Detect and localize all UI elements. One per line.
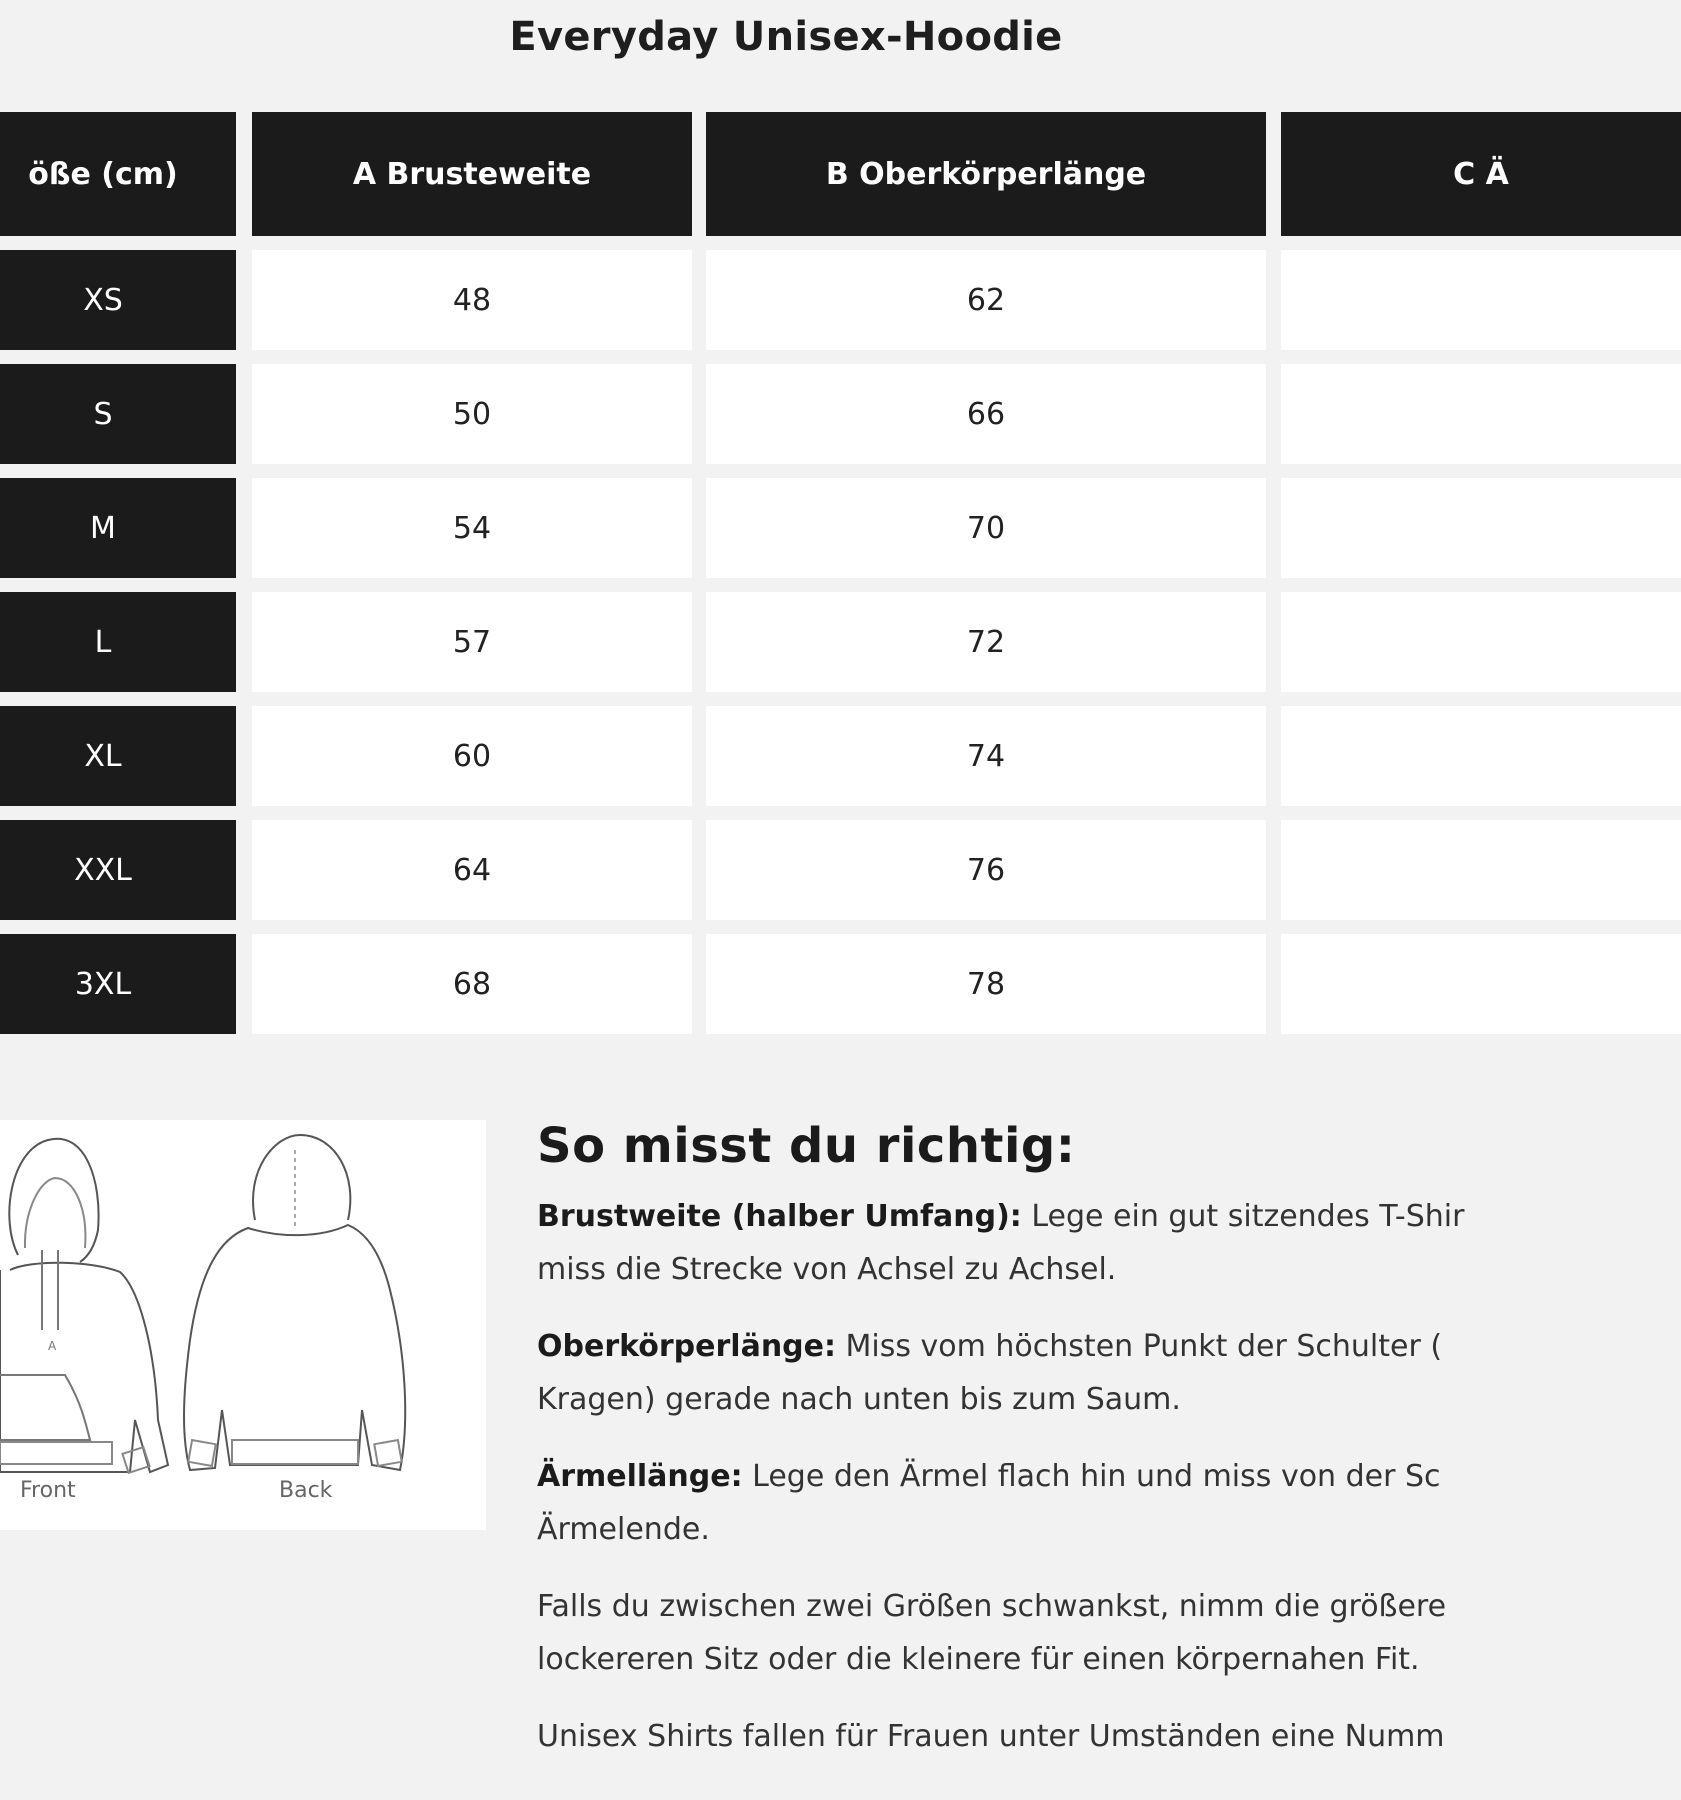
size-label: 3XL [0, 934, 236, 1034]
measurement-cell-aermellaenge [1281, 934, 1681, 1034]
guide-text-line: Falls du zwischen zwei Größen schwankst, nimm die größere [537, 1589, 1447, 1624]
front-cuff [122, 1447, 149, 1473]
back-body [184, 1225, 405, 1470]
measurement-cell-brustweite: 48 [252, 250, 692, 350]
back-waistband [232, 1440, 358, 1464]
measurement-guide [537, 1118, 1577, 1787]
measurement-cell-oberkoerperlaenge: 78 [706, 934, 1266, 1034]
back-label: Back [279, 1478, 333, 1503]
guide-paragraph [537, 1450, 1577, 1556]
guide-text-line: Unisex Shirts fallen für Frauen unter Umständen eine Numm [537, 1719, 1445, 1754]
column-header-aermellaenge: C Ä [1281, 112, 1681, 236]
guide-term: Brustweite (halber Umfang): [537, 1199, 1022, 1234]
size-label: S [0, 364, 236, 464]
measurement-cell-brustweite: 64 [252, 820, 692, 920]
size-label: XS [0, 250, 236, 350]
size-label: XL [0, 706, 236, 806]
guide-text-line: Lege den Ärmel flach hin und miss von der Sc [742, 1459, 1441, 1494]
measurement-cell-aermellaenge [1281, 706, 1681, 806]
column-header-oberkoerperlaenge: B Oberkörperlänge [706, 112, 1266, 236]
measurement-cell-aermellaenge [1281, 250, 1681, 350]
guide-text-line: Ärmelende. [537, 1512, 710, 1547]
guide-paragraph [537, 1580, 1577, 1686]
column-header-brustweite: A Brusteweite [252, 112, 692, 236]
measurement-cell-oberkoerperlaenge: 70 [706, 478, 1266, 578]
front-pocket [0, 1375, 90, 1440]
size-label: M [0, 478, 236, 578]
back-cuff-right [374, 1440, 401, 1466]
size-label: L [0, 592, 236, 692]
measurement-cell-oberkoerperlaenge: 62 [706, 250, 1266, 350]
guide-heading: So misst du richtig: [537, 1118, 1076, 1174]
guide-text-line: miss die Strecke von Achsel zu Achsel. [537, 1252, 1117, 1287]
guide-text-line: Miss vom höchsten Punkt der Schulter ( [836, 1329, 1443, 1364]
marker-a-label: A [48, 1339, 57, 1353]
measurement-cell-brustweite: 50 [252, 364, 692, 464]
measurement-cell-oberkoerperlaenge: 72 [706, 592, 1266, 692]
guide-paragraphs [537, 1190, 1577, 1763]
measurement-cell-aermellaenge [1281, 478, 1681, 578]
hoodie-illustration [0, 1120, 486, 1530]
measurement-cell-brustweite: 54 [252, 478, 692, 578]
front-label: Front [20, 1478, 76, 1503]
guide-term: Ärmellänge: [537, 1459, 743, 1494]
measurement-diagram [0, 1120, 486, 1530]
measurement-cell-brustweite: 68 [252, 934, 692, 1034]
measurement-cell-oberkoerperlaenge: 66 [706, 364, 1266, 464]
back-cuff-left [188, 1440, 215, 1466]
column-header-size: öße (cm) [0, 112, 236, 236]
measurement-cell-aermellaenge [1281, 820, 1681, 920]
front-hood-opening [25, 1178, 85, 1248]
measurement-cell-aermellaenge [1281, 364, 1681, 464]
guide-paragraph [537, 1190, 1577, 1296]
measurement-cell-oberkoerperlaenge: 76 [706, 820, 1266, 920]
guide-text-line: lockereren Sitz oder die kleinere für einen körpernahen Fit. [537, 1642, 1420, 1677]
guide-text-line: Lege ein gut sitzendes T-Shir [1021, 1199, 1465, 1234]
guide-term: Oberkörperlänge: [537, 1329, 836, 1364]
measurement-cell-aermellaenge [1281, 592, 1681, 692]
measurement-cell-brustweite: 57 [252, 592, 692, 692]
back-hood [253, 1135, 350, 1220]
guide-paragraph [537, 1320, 1577, 1426]
guide-text-line: Kragen) gerade nach unten bis zum Saum. [537, 1382, 1181, 1417]
measurement-cell-oberkoerperlaenge: 74 [706, 706, 1266, 806]
measurement-cell-brustweite: 60 [252, 706, 692, 806]
size-label: XXL [0, 820, 236, 920]
guide-paragraph [537, 1710, 1577, 1763]
front-waistband [0, 1442, 112, 1464]
page-title: Everyday Unisex-Hoodie [509, 14, 1063, 60]
